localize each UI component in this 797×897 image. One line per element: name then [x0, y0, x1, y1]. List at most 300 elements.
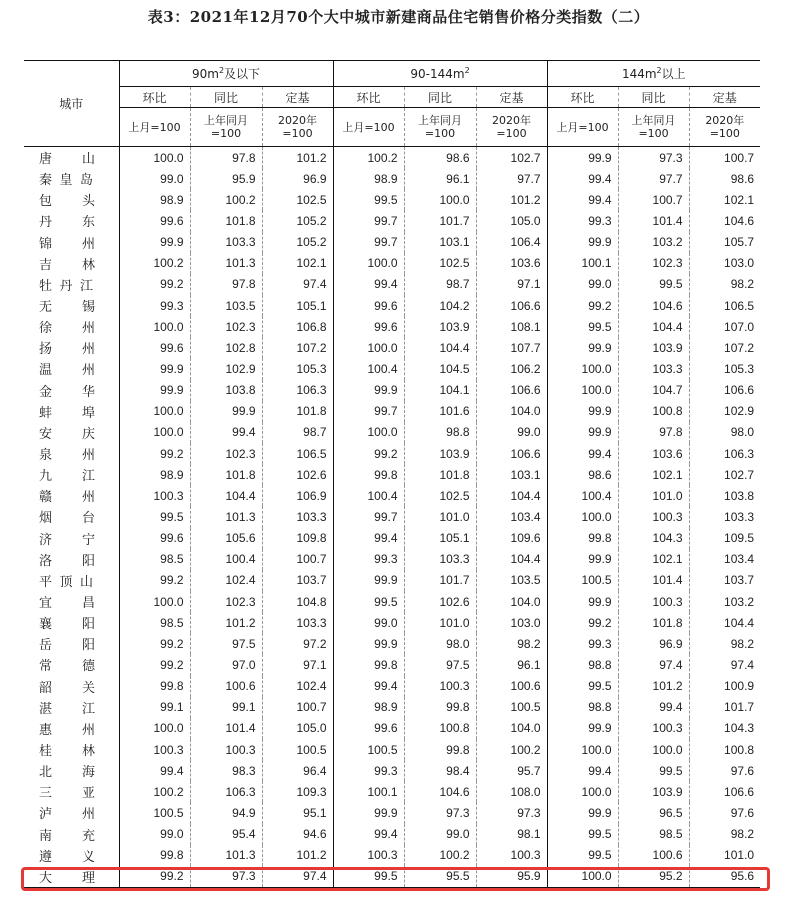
- index-value: 98.7: [404, 274, 476, 295]
- index-value: 102.9: [190, 358, 262, 379]
- index-value: 106.5: [689, 295, 760, 316]
- index-value: 100.0: [547, 739, 618, 760]
- sub-header: 定基: [476, 87, 547, 108]
- index-value: 100.0: [119, 422, 190, 443]
- table-body: [24, 147, 760, 888]
- city-name: [24, 654, 119, 675]
- city-label: 安 庆: [39, 426, 95, 442]
- index-value: 97.5: [404, 654, 476, 675]
- index-value: 109.8: [262, 528, 333, 549]
- index-value: 97.4: [689, 654, 760, 675]
- index-value: 106.6: [689, 781, 760, 802]
- index-value: 104.0: [476, 718, 547, 739]
- index-value: 100.0: [547, 781, 618, 802]
- index-value: 97.8: [190, 274, 262, 295]
- table-row: [24, 422, 760, 443]
- index-value: 95.9: [190, 168, 262, 189]
- index-value: 106.5: [262, 443, 333, 464]
- index-value: 100.8: [404, 718, 476, 739]
- index-value: 98.8: [547, 654, 618, 675]
- index-value: 101.4: [618, 210, 689, 231]
- index-value: 100.0: [119, 316, 190, 337]
- index-value: 101.0: [618, 485, 689, 506]
- index-value: 97.6: [689, 802, 760, 823]
- index-value: 100.1: [547, 253, 618, 274]
- index-value: 99.0: [119, 824, 190, 845]
- index-value: 101.3: [190, 253, 262, 274]
- index-value: 104.6: [404, 781, 476, 802]
- base-header: 上年同月=100: [618, 108, 689, 147]
- index-value: 99.4: [333, 676, 404, 697]
- index-value: 99.9: [333, 633, 404, 654]
- base-header: 上年同月=100: [404, 108, 476, 147]
- index-value: 101.2: [262, 845, 333, 866]
- index-value: 99.3: [119, 295, 190, 316]
- city-name: [24, 802, 119, 823]
- index-value: 100.2: [333, 147, 404, 169]
- index-value: 103.9: [618, 781, 689, 802]
- index-value: 98.5: [119, 612, 190, 633]
- index-value: 100.5: [119, 802, 190, 823]
- index-value: 100.6: [476, 676, 547, 697]
- table-row: [24, 739, 760, 760]
- table-row: [24, 295, 760, 316]
- highlight-box: [21, 867, 770, 891]
- index-value: 102.3: [618, 253, 689, 274]
- index-value: 97.5: [190, 633, 262, 654]
- index-value: 98.9: [333, 697, 404, 718]
- city-name: [24, 232, 119, 253]
- index-value: 96.9: [618, 633, 689, 654]
- index-value: 99.0: [404, 824, 476, 845]
- index-value: 102.4: [262, 676, 333, 697]
- city-name: [24, 760, 119, 781]
- sub-header: 同比: [404, 87, 476, 108]
- index-value: 103.9: [618, 337, 689, 358]
- city-label: 秦 皇 岛: [39, 173, 93, 189]
- index-value: 99.9: [547, 232, 618, 253]
- index-value: 102.3: [190, 316, 262, 337]
- city-label: 金 华: [39, 384, 95, 400]
- sub-header: 同比: [190, 87, 262, 108]
- index-value: 100.7: [689, 147, 760, 169]
- index-value: 102.7: [689, 464, 760, 485]
- index-value: 105.1: [404, 528, 476, 549]
- group-header-large: $144m^2$以上: [547, 61, 760, 87]
- base-header: 上月=100: [333, 108, 404, 147]
- index-value: 99.9: [547, 147, 618, 169]
- city-label: 九 江: [39, 469, 95, 485]
- index-value: 104.7: [618, 380, 689, 401]
- index-value: 105.2: [262, 232, 333, 253]
- index-value: 101.4: [190, 718, 262, 739]
- city-name: [24, 443, 119, 464]
- index-value: 98.6: [404, 147, 476, 169]
- index-value: 103.8: [689, 485, 760, 506]
- city-label: 温 州: [39, 363, 95, 379]
- index-value: 97.8: [190, 147, 262, 169]
- city-name: [24, 401, 119, 422]
- base-header: 上月=100: [119, 108, 190, 147]
- table-row: [24, 316, 760, 337]
- index-value: 101.8: [190, 210, 262, 231]
- index-value: 102.5: [404, 253, 476, 274]
- table-row: [24, 380, 760, 401]
- index-value: 98.6: [547, 464, 618, 485]
- index-value: 97.3: [404, 802, 476, 823]
- city-label: 锦 州: [39, 236, 95, 252]
- city-label: 三 亚: [39, 786, 95, 802]
- index-value: 106.3: [689, 443, 760, 464]
- index-value: 105.7: [689, 232, 760, 253]
- index-value: 99.5: [618, 274, 689, 295]
- index-value: 104.3: [689, 718, 760, 739]
- index-value: 99.5: [618, 760, 689, 781]
- index-value: 106.6: [476, 295, 547, 316]
- index-value: 103.6: [618, 443, 689, 464]
- index-value: 98.2: [476, 633, 547, 654]
- index-value: 99.4: [547, 168, 618, 189]
- index-value: 100.5: [547, 570, 618, 591]
- sub-header: 环比: [333, 87, 404, 108]
- index-value: 100.0: [119, 401, 190, 422]
- sub-header: 同比: [618, 87, 689, 108]
- table-row: [24, 232, 760, 253]
- city-label: 泉 州: [39, 448, 95, 464]
- city-label: 遵 义: [39, 849, 95, 865]
- index-value: 106.9: [262, 485, 333, 506]
- index-value: 99.2: [119, 443, 190, 464]
- index-value: 100.6: [618, 845, 689, 866]
- index-value: 95.5: [404, 866, 476, 888]
- index-value: 102.8: [190, 337, 262, 358]
- index-value: 100.2: [119, 781, 190, 802]
- table-row: [24, 253, 760, 274]
- city-name: [24, 528, 119, 549]
- city-label: 常 德: [39, 659, 95, 675]
- index-value: 104.6: [689, 210, 760, 231]
- index-value: 97.2: [262, 633, 333, 654]
- index-value: 100.0: [119, 591, 190, 612]
- city-label: 济 宁: [39, 532, 95, 548]
- index-value: 99.2: [119, 274, 190, 295]
- page-title: 表3：2021年12月70个大中城市新建商品住宅销售价格分类指数（二）: [147, 8, 650, 26]
- index-value: 99.8: [119, 845, 190, 866]
- index-value: 107.2: [689, 337, 760, 358]
- index-value: 100.0: [547, 380, 618, 401]
- index-value: 97.1: [476, 274, 547, 295]
- index-value: 109.6: [476, 528, 547, 549]
- city-name: [24, 168, 119, 189]
- index-value: 103.1: [404, 232, 476, 253]
- index-value: 101.7: [689, 697, 760, 718]
- index-value: 103.2: [618, 232, 689, 253]
- base-header: 2020年=100: [262, 108, 333, 147]
- city-name: [24, 781, 119, 802]
- index-value: 100.8: [618, 401, 689, 422]
- index-value: 96.4: [262, 760, 333, 781]
- city-label: 包 头: [39, 194, 95, 210]
- city-label: 唐 山: [39, 152, 95, 168]
- index-value: 102.5: [404, 485, 476, 506]
- table-row: [24, 506, 760, 527]
- index-value: 105.3: [262, 358, 333, 379]
- index-value: 101.7: [404, 210, 476, 231]
- index-value: 102.6: [404, 591, 476, 612]
- city-label: 韶 关: [39, 680, 95, 696]
- index-value: 100.0: [119, 147, 190, 169]
- index-value: 103.1: [476, 464, 547, 485]
- index-value: 98.9: [119, 189, 190, 210]
- index-value: 99.7: [333, 232, 404, 253]
- table-row: [24, 570, 760, 591]
- index-value: 99.9: [547, 401, 618, 422]
- index-value: 101.3: [190, 845, 262, 866]
- index-value: 97.7: [476, 168, 547, 189]
- index-value: 104.4: [689, 612, 760, 633]
- index-value: 100.7: [262, 697, 333, 718]
- index-value: 97.3: [618, 147, 689, 169]
- index-value: 103.3: [262, 506, 333, 527]
- index-value: 104.4: [476, 485, 547, 506]
- index-value: 103.9: [404, 316, 476, 337]
- index-value: 95.6: [689, 866, 760, 888]
- city-name: [24, 316, 119, 337]
- index-value: 99.8: [119, 676, 190, 697]
- index-value: 105.0: [476, 210, 547, 231]
- city-label: 襄 阳: [39, 617, 95, 633]
- city-name: [24, 824, 119, 845]
- index-value: 100.0: [333, 422, 404, 443]
- index-value: 99.9: [547, 802, 618, 823]
- city-name: [24, 210, 119, 231]
- index-value: 109.5: [689, 528, 760, 549]
- city-name: [24, 464, 119, 485]
- index-value: 100.8: [689, 739, 760, 760]
- index-value: 100.3: [119, 485, 190, 506]
- index-value: 101.6: [404, 401, 476, 422]
- index-value: 103.4: [476, 506, 547, 527]
- index-value: 100.3: [476, 845, 547, 866]
- index-value: 103.4: [689, 549, 760, 570]
- index-value: 104.6: [618, 295, 689, 316]
- index-value: 95.9: [476, 866, 547, 888]
- table-row: [24, 443, 760, 464]
- index-value: 107.0: [689, 316, 760, 337]
- index-value: 99.2: [119, 866, 190, 888]
- table-row: [24, 358, 760, 379]
- index-value: 99.2: [119, 654, 190, 675]
- index-value: 99.6: [119, 528, 190, 549]
- index-value: 103.0: [689, 253, 760, 274]
- index-value: 99.9: [119, 358, 190, 379]
- index-value: 100.5: [476, 697, 547, 718]
- index-value: 101.8: [190, 464, 262, 485]
- index-value: 98.4: [404, 760, 476, 781]
- index-value: 100.1: [333, 781, 404, 802]
- index-value: 99.6: [333, 316, 404, 337]
- base-header: 上年同月=100: [190, 108, 262, 147]
- table-row: [24, 274, 760, 295]
- index-value: 108.1: [476, 316, 547, 337]
- city-name: [24, 189, 119, 210]
- index-value: 99.6: [119, 337, 190, 358]
- index-value: 104.8: [262, 591, 333, 612]
- index-value: 102.9: [689, 401, 760, 422]
- index-value: 99.9: [119, 232, 190, 253]
- city-column-header: 城市: [24, 61, 119, 147]
- index-value: 101.7: [404, 570, 476, 591]
- index-value: 101.0: [404, 612, 476, 633]
- index-value: 102.1: [618, 549, 689, 570]
- index-value: 99.9: [333, 380, 404, 401]
- index-value: 106.2: [476, 358, 547, 379]
- index-value: 99.1: [119, 697, 190, 718]
- table-row: [24, 528, 760, 549]
- index-value: 105.1: [262, 295, 333, 316]
- index-value: 99.8: [333, 654, 404, 675]
- index-value: 100.0: [404, 189, 476, 210]
- index-value: 103.7: [689, 570, 760, 591]
- city-name: [24, 422, 119, 443]
- city-label: 惠 州: [39, 722, 95, 738]
- index-value: 100.6: [190, 676, 262, 697]
- index-value: 99.4: [333, 274, 404, 295]
- index-value: 99.6: [333, 295, 404, 316]
- index-value: 100.0: [618, 739, 689, 760]
- index-value: 99.5: [333, 591, 404, 612]
- index-value: 99.9: [547, 422, 618, 443]
- city-name: [24, 718, 119, 739]
- table-row: [24, 654, 760, 675]
- index-value: 100.4: [547, 485, 618, 506]
- index-value: 103.9: [404, 443, 476, 464]
- index-value: 101.8: [618, 612, 689, 633]
- index-value: 105.2: [262, 210, 333, 231]
- index-value: 103.3: [404, 549, 476, 570]
- index-value: 102.1: [262, 253, 333, 274]
- index-value: 103.7: [262, 570, 333, 591]
- table-row: [24, 760, 760, 781]
- index-value: 109.3: [262, 781, 333, 802]
- index-value: 103.3: [190, 232, 262, 253]
- city-name: [24, 380, 119, 401]
- index-value: 97.1: [262, 654, 333, 675]
- index-value: 103.3: [618, 358, 689, 379]
- index-value: 99.5: [547, 316, 618, 337]
- city-name: [24, 485, 119, 506]
- index-value: 100.3: [404, 676, 476, 697]
- index-value: 104.4: [618, 316, 689, 337]
- index-value: 104.4: [476, 549, 547, 570]
- index-value: 99.9: [333, 570, 404, 591]
- index-value: 95.2: [618, 866, 689, 888]
- index-value: 98.9: [119, 464, 190, 485]
- table-row: [24, 612, 760, 633]
- city-label: 丹 东: [39, 215, 95, 231]
- index-value: 101.0: [404, 506, 476, 527]
- index-value: 99.4: [119, 760, 190, 781]
- index-value: 100.3: [333, 845, 404, 866]
- index-value: 100.0: [547, 358, 618, 379]
- index-value: 102.6: [262, 464, 333, 485]
- index-value: 101.8: [262, 401, 333, 422]
- index-value: 103.5: [476, 570, 547, 591]
- index-value: 97.4: [262, 866, 333, 888]
- index-value: 99.4: [333, 528, 404, 549]
- index-value: 98.5: [618, 824, 689, 845]
- index-value: 106.4: [476, 232, 547, 253]
- index-value: 95.4: [190, 824, 262, 845]
- index-value: 100.7: [262, 549, 333, 570]
- table-header: [24, 61, 760, 147]
- index-value: 101.2: [476, 189, 547, 210]
- index-value: 98.8: [404, 422, 476, 443]
- index-value: 100.2: [190, 189, 262, 210]
- index-value: 99.5: [547, 676, 618, 697]
- index-value: 98.2: [689, 633, 760, 654]
- city-name: [24, 591, 119, 612]
- index-value: 104.2: [404, 295, 476, 316]
- index-value: 100.4: [333, 485, 404, 506]
- city-label: 岳 阳: [39, 638, 95, 654]
- table-row: [24, 591, 760, 612]
- index-value: 94.9: [190, 802, 262, 823]
- table-row: [24, 210, 760, 231]
- index-value: 101.4: [618, 570, 689, 591]
- city-name: [24, 549, 119, 570]
- index-value: 104.5: [404, 358, 476, 379]
- index-value: 100.9: [689, 676, 760, 697]
- base-header: 2020年=100: [689, 108, 760, 147]
- index-value: 95.1: [262, 802, 333, 823]
- index-value: 104.0: [476, 591, 547, 612]
- index-value: 98.0: [404, 633, 476, 654]
- index-value: 99.7: [333, 506, 404, 527]
- city-label: 无 锡: [39, 300, 95, 316]
- index-value: 100.2: [119, 253, 190, 274]
- index-value: 107.2: [262, 337, 333, 358]
- index-value: 98.2: [689, 274, 760, 295]
- index-value: 94.6: [262, 824, 333, 845]
- index-value: 96.5: [618, 802, 689, 823]
- index-value: 97.3: [476, 802, 547, 823]
- index-value: 99.6: [119, 210, 190, 231]
- table-row: [24, 845, 760, 866]
- table-row: [24, 337, 760, 358]
- index-value: 100.0: [333, 253, 404, 274]
- index-value: 99.8: [547, 528, 618, 549]
- index-value: 100.3: [618, 718, 689, 739]
- index-value: 102.7: [476, 147, 547, 169]
- table-row: [24, 781, 760, 802]
- index-value: 97.7: [618, 168, 689, 189]
- index-value: 97.4: [618, 654, 689, 675]
- city-label: 泸 州: [39, 807, 95, 823]
- index-value: 99.2: [547, 612, 618, 633]
- index-value: 99.4: [547, 189, 618, 210]
- index-value: 99.3: [547, 633, 618, 654]
- index-value: 98.1: [476, 824, 547, 845]
- index-value: 99.3: [547, 210, 618, 231]
- index-value: 102.3: [190, 591, 262, 612]
- group-header-small: $90m^2$及以下: [119, 61, 333, 87]
- index-value: 99.3: [333, 549, 404, 570]
- table-row: [24, 485, 760, 506]
- base-header: 上月=100: [547, 108, 618, 147]
- index-value: 99.4: [547, 760, 618, 781]
- index-value: 99.8: [333, 464, 404, 485]
